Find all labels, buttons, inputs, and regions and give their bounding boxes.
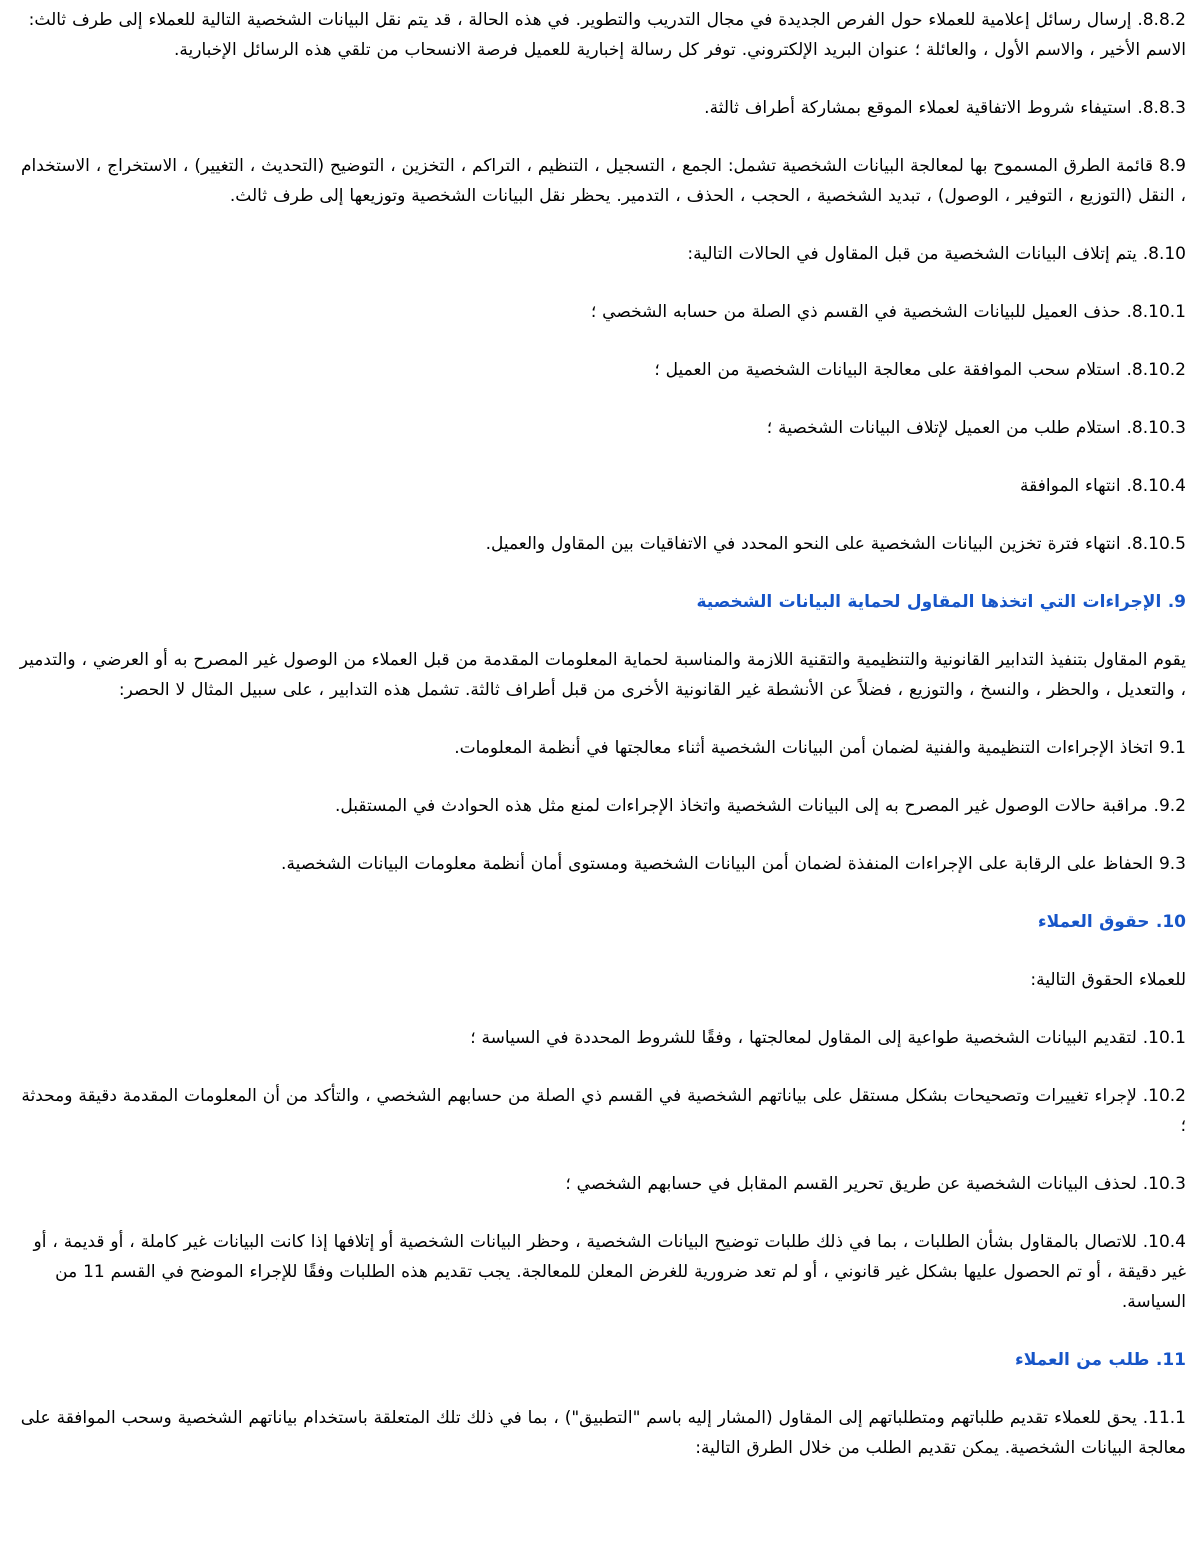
clause-10-3: 10.3. لحذف البيانات الشخصية عن طريق تحرير القسم المقابل في حسابهم الشخصي ؛ xyxy=(565,1174,1186,1194)
section-heading-10: 10. حقوق العملاء xyxy=(1037,912,1186,932)
clause-8-10: 8.10. يتم إتلاف البيانات الشخصية من قبل المقاول في الحالات التالية: xyxy=(687,244,1186,264)
clause-9-3: 9.3 الحفاظ على الرقابة على الإجراءات المنفذة لضمان أمن البيانات الشخصية ومستوى أمان أنظمة معلومات البيانات الشخصية. xyxy=(281,854,1186,874)
clause-10-4: 10.4. للاتصال بالمقاول بشأن الطلبات ، بما في ذلك طلبات توضيح البيانات الشخصية ، وحظر البيانات الشخصية أو إتلافها إذا كانت البيانات غير كاملة ، أو قديمة ، أو غير دقيقة ، أو تم الحصول عليها بشكل غير قانوني ، أو لم تعد ضرورية للغرض المعلن للمعالجة. يجب تقديم هذه الطلبات وفقًا للإجراء الموضح في القسم 11 من السياسة. xyxy=(33,1232,1186,1312)
clause-11-1: 11.1. يحق للعملاء تقديم طلباتهم ومتطلباتهم إلى المقاول (المشار إليه باسم "التطبيق") ، بما في ذلك تلك المتعلقة باستخدام بياناتهم الشخصية وسحب الموافقة على معالجة البيانات الشخصية. يمكن تقديم الطلب من خلال الطرق التالية: xyxy=(20,1408,1186,1458)
section-10-intro: للعملاء الحقوق التالية: xyxy=(1030,970,1186,990)
clause-8-8-2: 8.8.2. إرسال رسائل إعلامية للعملاء حول الفرص الجديدة في مجال التدريب والتطوير. في هذه الحالة ، قد يتم نقل البيانات الشخصية التالية للعملاء إلى طرف ثالث: الاسم الأخير ، والاسم الأول ، والعائلة ؛ عنوان البريد الإلكتروني. توفر كل رسالة إخبارية للعميل فرصة الانسحاب من تلقي هذه الرسائل الإخبارية. xyxy=(28,10,1186,60)
clause-8-10-1: 8.10.1. حذف العميل للبيانات الشخصية في القسم ذي الصلة من حسابه الشخصي ؛ xyxy=(590,302,1186,322)
section-9-intro: يقوم المقاول بتنفيذ التدابير القانونية والتنظيمية والتقنية اللازمة والمناسبة لحماية المعلومات المقدمة من قبل العملاء من الوصول غير المصرح به أو العرضي ، والتدمير ، والتعديل ، والحظر ، والنسخ ، والتوزيع ، فضلاً عن الأنشطة غير القانونية الأخرى من قبل أطراف ثالثة. تشمل هذه التدابير ، على سبيل المثال لا الحصر: xyxy=(19,650,1186,700)
clause-9-1: 9.1 اتخاذ الإجراءات التنظيمية والفنية لضمان أمن البيانات الشخصية أثناء معالجتها في أنظمة المعلومات. xyxy=(454,738,1186,758)
clause-8-10-3: 8.10.3. استلام طلب من العميل لإتلاف البيانات الشخصية ؛ xyxy=(766,418,1186,438)
clause-8-10-5: 8.10.5. انتهاء فترة تخزين البيانات الشخصية على النحو المحدد في الاتفاقيات بين المقاول والعميل. xyxy=(485,534,1186,554)
clause-10-1: 10.1. لتقديم البيانات الشخصية طواعية إلى المقاول لمعالجتها ، وفقًا للشروط المحددة في السياسة ؛ xyxy=(470,1028,1186,1048)
clause-8-9: 8.9 قائمة الطرق المسموح بها لمعالجة البيانات الشخصية تشمل: الجمع ، التسجيل ، التنظيم ، التراكم ، التخزين ، التوضيح (التحديث ، التغيير) ، الاستخراج ، الاستخدام ، النقل (التوزيع ، التوفير ، الوصول) ، تبديد الشخصية ، الحجب ، الحذف ، التدمير. يحظر نقل البيانات الشخصية وتوزيعها إلى طرف ثالث. xyxy=(20,156,1186,206)
clause-8-10-2: 8.10.2. استلام سحب الموافقة على معالجة البيانات الشخصية من العميل ؛ xyxy=(654,360,1186,380)
clause-8-8-3: 8.8.3. استيفاء شروط الاتفاقية لعملاء الموقع بمشاركة أطراف ثالثة. xyxy=(704,98,1186,118)
section-heading-9: 9. الإجراءات التي اتخذها المقاول لحماية البيانات الشخصية xyxy=(696,592,1186,612)
section-heading-11: 11. طلب من العملاء xyxy=(1015,1350,1186,1370)
clause-8-10-4: 8.10.4. انتهاء الموافقة xyxy=(1020,476,1186,496)
clause-10-2: 10.2. لإجراء تغييرات وتصحيحات بشكل مستقل على بياناتهم الشخصية في القسم ذي الصلة من حسابهم الشخصي ، والتأكد من أن المعلومات المقدمة دقيقة ومحدثة ؛ xyxy=(21,1086,1186,1136)
clause-9-2: 9.2. مراقبة حالات الوصول غير المصرح به إلى البيانات الشخصية واتخاذ الإجراءات لمنع مثل هذه الحوادث في المستقبل. xyxy=(335,796,1186,816)
